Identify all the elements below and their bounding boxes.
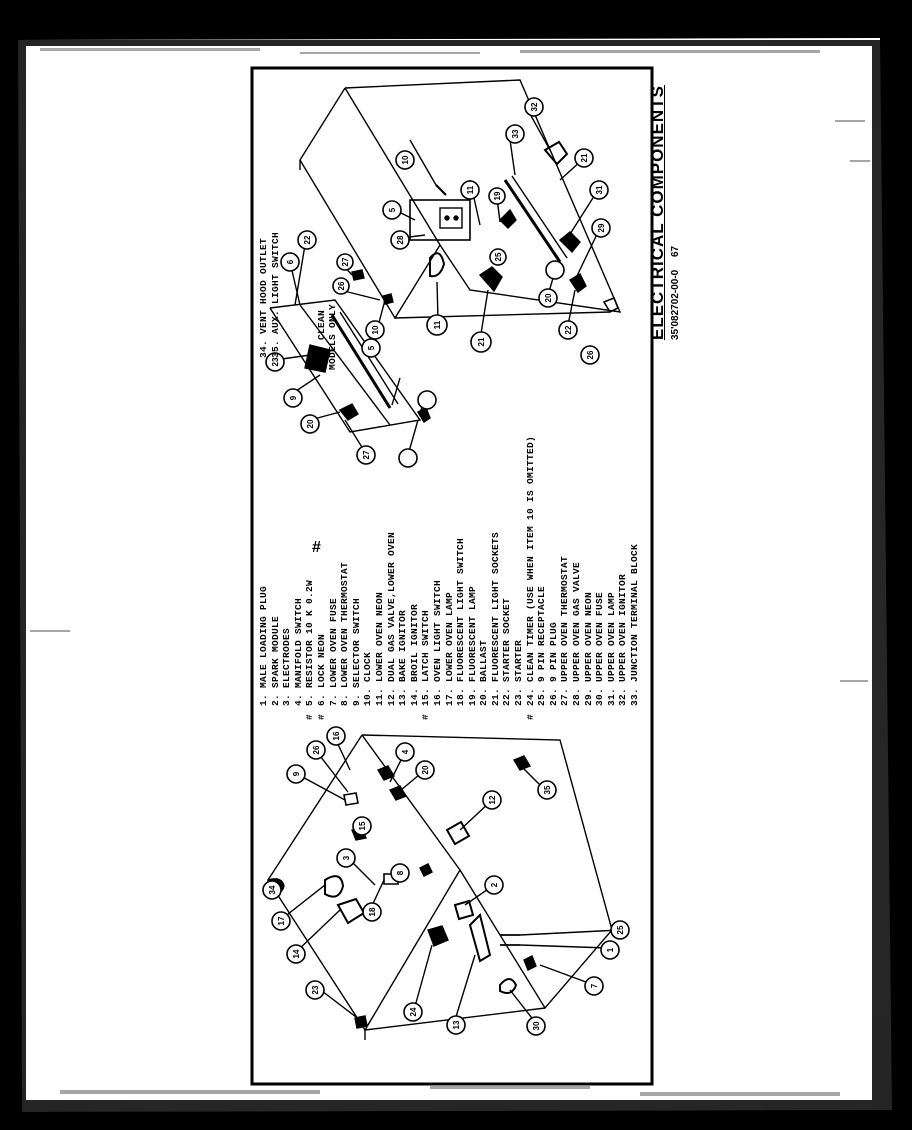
legend-item — [536, 390, 548, 720]
legend-item — [420, 390, 432, 720]
legend-column-1 — [258, 390, 641, 720]
callout-number: 12 — [488, 795, 497, 805]
legend-item-text: 29. UPPER OVEN NEON — [582, 591, 594, 706]
legend-item — [501, 390, 513, 720]
legend-item — [617, 390, 629, 720]
legend-item — [571, 390, 583, 720]
callout-number: 18 — [368, 907, 377, 917]
callout-number: 25 — [494, 252, 503, 262]
callout-number: 26 — [337, 281, 346, 291]
legend-item-text: 34. VENT HOOD OUTLET — [258, 237, 269, 358]
callout-number: 25 — [616, 925, 625, 935]
legend-item-text: 21. FLUORESCENT LIGHT SOCKETS — [489, 531, 501, 706]
legend-item-text: 28. UPPER OVEN GAS VALVE — [571, 561, 583, 706]
callout-number: 14 — [292, 949, 301, 959]
legend-item-text: 25. 9 PIN RECEPTACLE — [536, 585, 548, 706]
legend-star: # — [420, 713, 432, 720]
legend-star: # — [304, 713, 316, 720]
callout-number: 19 — [493, 191, 502, 201]
callout-number: 17 — [277, 916, 286, 926]
callout-number: 27 — [341, 257, 350, 267]
callout-number: 4 — [401, 749, 410, 755]
legend-item — [455, 390, 467, 720]
legend-item — [397, 390, 409, 720]
legend-item-text: 10. CLOCK — [362, 651, 374, 706]
legend-column-2 — [258, 132, 281, 372]
callout-number: 31 — [595, 185, 604, 195]
legend-item — [444, 390, 456, 720]
callout-number: 33 — [511, 129, 520, 139]
legend-item — [304, 390, 316, 720]
legend-item — [293, 390, 305, 720]
legend-item — [409, 390, 421, 720]
legend-item-text: 11. LOWER OVEN NEON — [373, 591, 385, 706]
legend-item-text: 19. FLUORESCENT LAMP — [466, 585, 478, 706]
callout-number: 22 — [303, 235, 312, 245]
legend-item — [432, 390, 444, 720]
callout-number: 26 — [586, 350, 595, 360]
legend-item-text: 27. UPPER OVEN THERMOSTAT — [559, 555, 571, 706]
legend-item — [594, 390, 606, 720]
callout-number: 23 — [311, 985, 320, 995]
callout-number: 34 — [268, 885, 277, 895]
legend-item-text: 6. LOCK NEON — [315, 633, 327, 706]
callout-number: 20 — [421, 765, 430, 775]
legend-item — [548, 390, 560, 720]
legend-item — [362, 390, 374, 720]
legend-item-text: 22. STARTER SOCKET — [501, 597, 513, 706]
callout-number: 5 — [367, 345, 376, 351]
callout-number: 21 — [580, 153, 589, 163]
legend-item-text: 15. LATCH SWITCH — [420, 609, 432, 706]
legend-item-text: 17. LOWER OVEN LAMP — [443, 591, 455, 706]
legend-item — [281, 390, 293, 720]
callout-number: 10 — [401, 155, 410, 165]
revision-text: 67 — [670, 245, 681, 257]
legend-item — [270, 132, 282, 372]
note-text: SELF CLEAN MODELS ONLY — [316, 303, 338, 370]
drawing-title: ELECTRICAL COMPONENTS — [648, 85, 667, 340]
callout-number: 2 — [490, 882, 499, 888]
callout-number: 28 — [396, 235, 405, 245]
legend-item-text: 24. CLEAN TIMER (USE WHEN ITEM 10 IS OMITTED) — [524, 435, 536, 706]
legend-item — [606, 390, 618, 720]
legend-star: # — [315, 713, 327, 720]
callout-number: 1 — [606, 947, 615, 953]
legend-item — [339, 390, 351, 720]
callout-number: 21 — [477, 337, 486, 347]
legend-item — [559, 390, 571, 720]
callout-number: 3 — [342, 855, 351, 861]
legend-item — [374, 390, 386, 720]
legend-item-text: 31. UPPER OVEN LAMP — [605, 591, 617, 706]
legend-item-text: 18. FLUORESCENT LIGHT SWITCH — [455, 537, 467, 706]
legend-item — [513, 390, 525, 720]
legend-item — [386, 390, 398, 720]
callout-number: 15 — [358, 821, 367, 831]
drawing-number-text: 35'082702-00-0 — [670, 269, 681, 340]
callout-number: 32 — [530, 102, 539, 112]
callout-number: 9 — [289, 395, 298, 401]
legend-item-text: 8. LOWER OVEN THERMOSTAT — [339, 561, 351, 706]
callout-number: 7 — [590, 983, 599, 989]
legend-item-text: 9. SELECTOR SWITCH — [350, 597, 362, 706]
callout-number: 20 — [544, 293, 553, 303]
legend-item-text: 20. BALLAST — [478, 639, 490, 706]
legend-item-text: 14. BROIL IGNITOR — [408, 603, 420, 706]
callout-number: 24 — [409, 1007, 418, 1017]
callout-number: 8 — [396, 870, 405, 876]
legend-item — [258, 132, 270, 372]
callout-number: 29 — [597, 223, 606, 233]
legend-item-text: 13. BAKE IGNITOR — [397, 609, 409, 706]
callout-number: 26 — [312, 745, 321, 755]
legend-item — [490, 390, 502, 720]
callout-number: 6 — [286, 259, 295, 265]
legend-item — [258, 390, 270, 720]
legend-item — [629, 390, 641, 720]
legend-item — [351, 390, 363, 720]
legend-item-text: 2. SPARK MODULE — [269, 615, 281, 706]
legend-item — [316, 390, 328, 720]
legend-item-text: 35. AUX. LIGHT SWITCH — [269, 231, 281, 358]
callout-number: 27 — [362, 450, 371, 460]
callout-number: 11 — [466, 185, 475, 195]
callout-number: 20 — [306, 419, 315, 429]
drawing-number — [670, 40, 681, 340]
legend-item — [583, 390, 595, 720]
callout-number: 16 — [332, 731, 341, 741]
legend-item-text: 1. MALE LOADING PLUG — [258, 585, 269, 706]
callout-number: 35 — [543, 785, 552, 795]
legend-item-text: 26. 9 PIN PLUG — [547, 621, 559, 706]
legend-item — [328, 390, 340, 720]
callout-number: 9 — [292, 771, 301, 777]
legend-item-text: 12. DUAL GAS VALVE,LOWER OVEN — [385, 531, 397, 706]
callout-number: 5 — [388, 207, 397, 213]
callout-number: 11 — [433, 320, 442, 330]
legend-item-text: 4. MANIFOLD SWITCH — [292, 597, 304, 706]
callout-number: 30 — [532, 1021, 541, 1031]
legend-item-text: 23. STARTER — [513, 639, 525, 706]
callout-number: 22 — [564, 325, 573, 335]
legend-item-text: 7. LOWER OVEN FUSE — [327, 597, 339, 706]
legend-item-text: 33. JUNCTION TERMINAL BLOCK — [629, 543, 640, 706]
legend-item — [467, 390, 479, 720]
legend-item — [270, 390, 282, 720]
legend-item-text: 16. OVEN LIGHT SWITCH — [431, 579, 443, 706]
legend-item — [525, 390, 537, 720]
legend-item-text: 5. RESISTOR 10 K 0.2W — [304, 579, 316, 706]
callout-number: 13 — [452, 1020, 461, 1030]
legend-star: # — [524, 713, 536, 720]
legend-item — [478, 390, 490, 720]
legend-item-text: 3. ELECTRODES — [281, 627, 293, 706]
title-block — [648, 40, 708, 340]
callout-number: 10 — [371, 325, 380, 335]
note-symbol: # — [312, 539, 321, 556]
parts-legend — [230, 120, 640, 720]
callout-number: 23 — [271, 357, 280, 367]
legend-item-text: 32. UPPER OVEN IGNITOR — [617, 573, 629, 706]
legend-item-text: 30. UPPER OVEN FUSE — [594, 591, 606, 706]
